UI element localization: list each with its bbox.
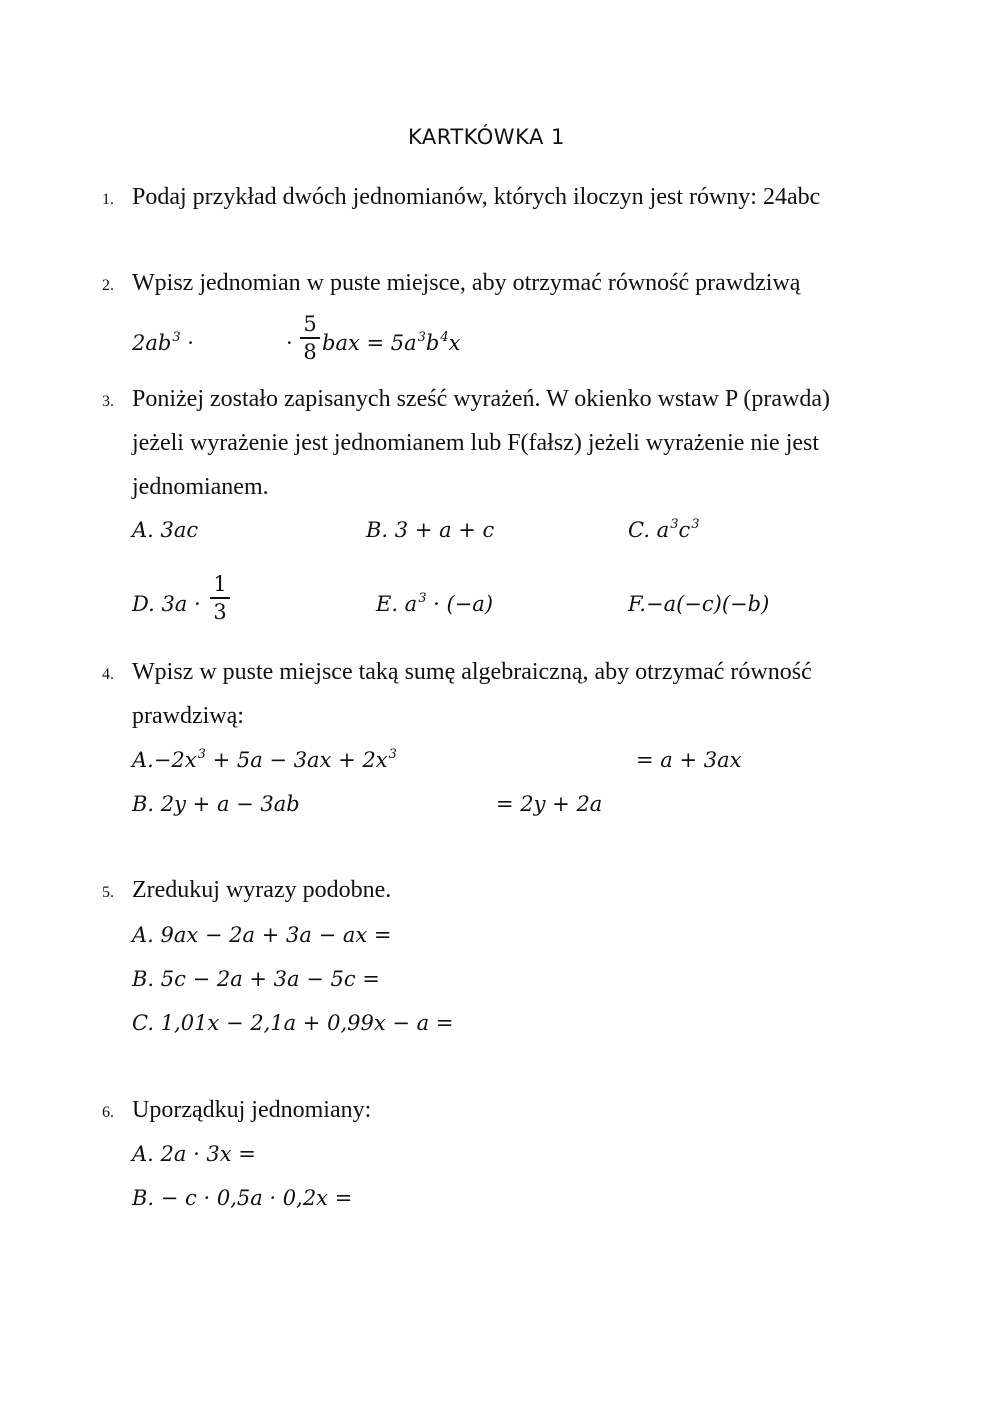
q2-lhs: $2ab^3$ · xyxy=(132,330,194,355)
q3-d-fraction xyxy=(210,572,230,624)
q4-b-lhs: B. 2y + a − 3ab xyxy=(132,792,300,816)
q6-item-a: A. 2a · 3x = xyxy=(132,1142,256,1166)
q3-d-frac-den: 3 xyxy=(213,599,227,624)
page-title: KARTKÓWKA 1 xyxy=(408,125,565,149)
q2-rhs: bax = $5a^3b^4x$ xyxy=(322,330,461,355)
q3-d-frac-num: 1 xyxy=(213,572,227,596)
q2-mid-dot: · xyxy=(286,331,293,355)
q2-text: Wpisz jednomian w puste miejsce, aby otrzymać równość prawdziwą xyxy=(132,270,801,296)
q3-option-a: A. 3ac xyxy=(132,518,199,542)
q1-text: Podaj przykład dwóch jednomianów, których iloczyn jest równy: 24abc xyxy=(132,184,821,210)
q4-b-rhs: = 2y + 2a xyxy=(496,792,603,816)
q5-item-c: C. 1,01x − 2,1a + 0,99x − a = xyxy=(132,1011,454,1035)
q3-option-e: E. $a^3 \cdot (-a)$ xyxy=(376,591,494,616)
q2-number: 2. xyxy=(102,277,114,294)
q6-item-b: B. − c · 0,5a · 0,2x = xyxy=(132,1186,353,1210)
q4-text-line1: Wpisz w puste miejsce taką sumę algebraiczną, aby otrzymać równość xyxy=(132,659,812,685)
q1-number: 1. xyxy=(102,191,114,208)
q3-option-f: F.−a(−c)(−b) xyxy=(628,592,770,616)
q4-number: 4. xyxy=(102,666,114,683)
q3-option-b: B. 3 + a + c xyxy=(366,518,495,542)
q4-text-line2: prawdziwą: xyxy=(132,703,244,729)
q6-number: 6. xyxy=(102,1104,114,1121)
q3-text-line3: jednomianem. xyxy=(132,474,269,500)
q2-frac-den: 8 xyxy=(303,339,317,364)
q6-text: Uporządkuj jednomiany: xyxy=(132,1097,372,1123)
q4-a-rhs: = a + 3ax xyxy=(636,748,742,772)
q4-a-lhs: $A.-2x^3 + 5a - 3ax + 2x^3$ xyxy=(132,747,397,772)
q3-option-d: D. 3a · xyxy=(132,592,201,616)
q2-frac-num: 5 xyxy=(303,312,317,336)
q3-option-c: C. $a^3c^3$ xyxy=(628,517,700,542)
q2-fraction xyxy=(300,312,320,364)
q5-text: Zredukuj wyrazy podobne. xyxy=(132,877,392,903)
q5-item-b: B. 5c − 2a + 3a − 5c = xyxy=(132,967,380,991)
q3-number: 3. xyxy=(102,393,114,410)
q3-text-line2: jeżeli wyrażenie jest jednomianem lub F(fałsz) jeżeli wyrażenie nie jest xyxy=(132,430,820,456)
q3-text-line1: Poniżej zostało zapisanych sześć wyrażeń. W okienko wstaw P (prawda) xyxy=(132,386,831,412)
q5-item-a: A. 9ax − 2a + 3a − ax = xyxy=(132,923,392,947)
q5-number: 5. xyxy=(102,884,114,901)
